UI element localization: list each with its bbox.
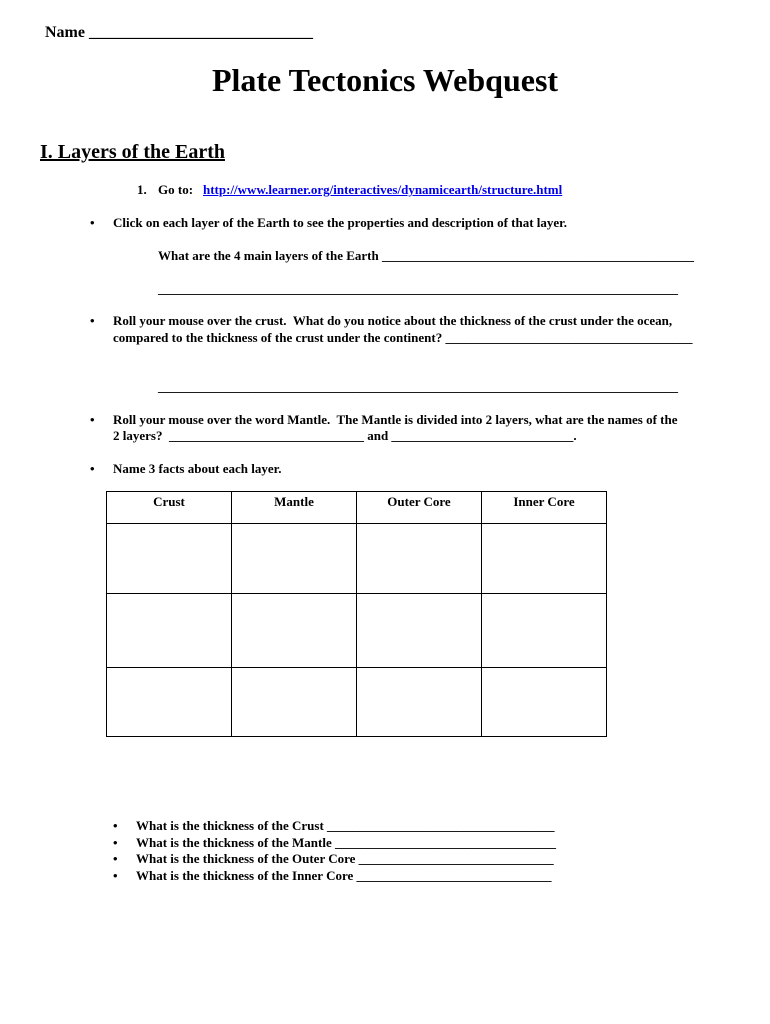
column-header-inner-core: Inner Core — [482, 492, 607, 524]
bullet-icon: • — [113, 868, 118, 883]
table-cell[interactable] — [232, 668, 357, 737]
step-number: 1. — [137, 182, 147, 197]
table-row — [107, 594, 607, 668]
bullet-icon: • — [90, 412, 95, 427]
goto-label: Go to: — [158, 182, 194, 197]
question-four-layers: What are the 4 main layers of the Earth ________________________________________________ — [158, 248, 694, 263]
question-crust-line2: compared to the thickness of the crust under the continent? ______________________________________ — [113, 330, 693, 345]
thickness-outer-core-question: What is the thickness of the Outer Core ______________________________ — [136, 851, 554, 866]
bullet-icon: • — [90, 313, 95, 328]
question-mantle-line2: 2 layers? ______________________________ and ____________________________. — [113, 428, 577, 443]
table-cell[interactable] — [357, 524, 482, 594]
table-cell[interactable] — [107, 524, 232, 594]
table-cell[interactable] — [232, 524, 357, 594]
section-heading: I. Layers of the Earth — [40, 141, 225, 163]
page-title: Plate Tectonics Webquest — [211, 62, 559, 98]
question-crust-line1: Roll your mouse over the crust. What do you notice about the thickness of the crust under the ocean, — [113, 313, 673, 328]
table-cell[interactable] — [482, 524, 607, 594]
table-cell[interactable] — [357, 594, 482, 668]
thickness-inner-core-question: What is the thickness of the Inner Core ______________________________ — [136, 868, 552, 883]
bullet-icon: • — [113, 851, 118, 866]
structure-link[interactable]: http://www.learner.org/interactives/dynamicearth/structure.html — [203, 182, 563, 197]
table-cell[interactable] — [107, 594, 232, 668]
layer-facts-table — [106, 491, 607, 737]
table-cell[interactable] — [232, 594, 357, 668]
bullet-icon: • — [90, 215, 95, 230]
question-three-facts: Name 3 facts about each layer. — [113, 461, 282, 476]
question-click-layers: Click on each layer of the Earth to see the properties and description of that layer. — [113, 215, 567, 230]
table-cell[interactable] — [357, 668, 482, 737]
table-row — [107, 524, 607, 594]
thickness-mantle-question: What is the thickness of the Mantle __________________________________ — [136, 835, 556, 850]
table-row — [107, 668, 607, 737]
name-field-label: Name ____________________________ — [45, 24, 313, 41]
table-cell[interactable] — [482, 594, 607, 668]
thickness-crust-question: What is the thickness of the Crust ___________________________________ — [136, 818, 555, 833]
column-header-crust: Crust — [107, 492, 232, 524]
answer-line: ________________________________________________________________________________ — [158, 379, 678, 394]
bullet-icon: • — [90, 461, 95, 476]
table-cell[interactable] — [482, 668, 607, 737]
table-cell[interactable] — [107, 668, 232, 737]
bullet-icon: • — [113, 835, 118, 850]
bullet-icon: • — [113, 818, 118, 833]
question-mantle-line1: Roll your mouse over the word Mantle. The Mantle is divided into 2 layers, what are the names of the — [113, 412, 678, 427]
column-header-mantle: Mantle — [232, 492, 357, 524]
column-header-outer-core: Outer Core — [357, 492, 482, 524]
answer-line: ________________________________________________________________________________ — [158, 281, 678, 296]
